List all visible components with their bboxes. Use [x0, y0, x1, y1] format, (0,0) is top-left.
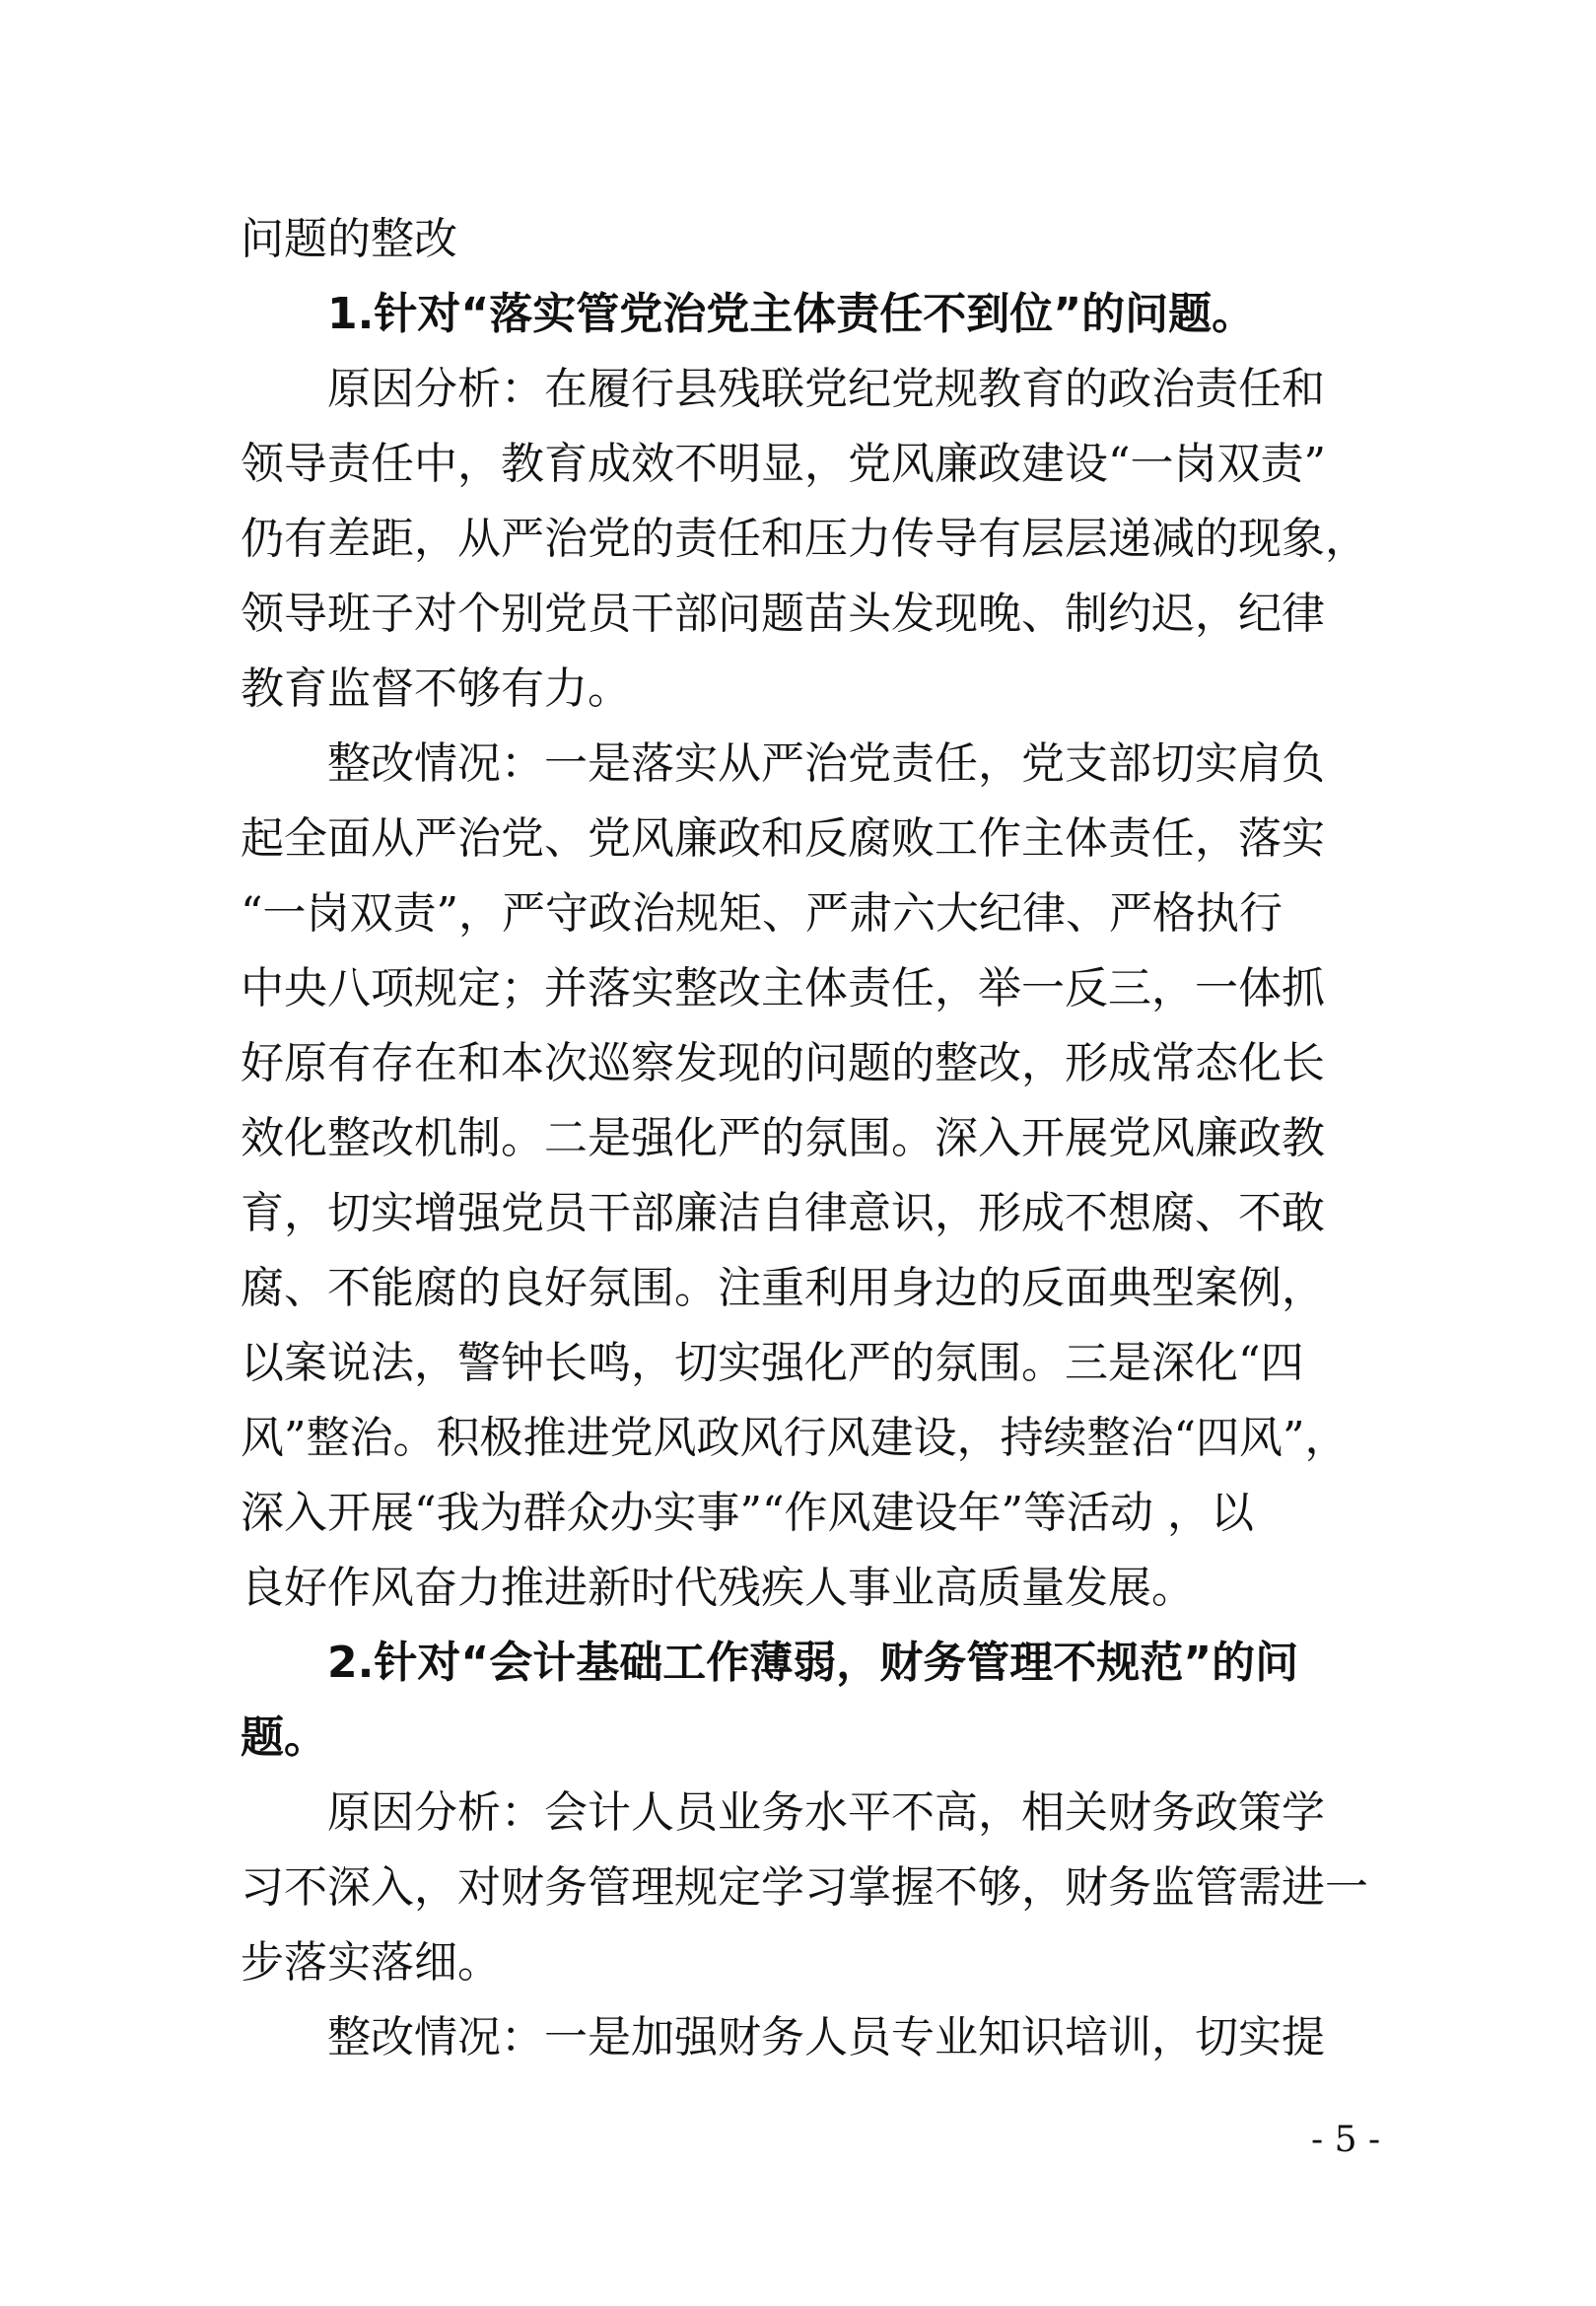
text-line: 风”整治。积极推进党风政风行风建设，持续整治“四风”， [241, 1413, 1349, 1463]
text-line: 好原有存在和本次巡察发现的问题的整改，形成常态化长 [241, 1038, 1325, 1088]
page-number: - 5 - [1311, 2120, 1381, 2160]
text-line: 领导班子对个别党员干部问题苗头发现晚、制约迟，纪律 [241, 589, 1325, 639]
text-line: 步落实落细。 [241, 1937, 501, 1988]
text-line: 问题的整改 [241, 214, 457, 264]
text-line: 原因分析：在履行县残联党纪党规教育的政治责任和 [327, 364, 1325, 414]
document-body [241, 202, 1384, 2075]
text-line: 习不深入，对财务管理规定学习掌握不够，财务监管需进一 [241, 1862, 1368, 1913]
text-line: 深入开展“我为群众办实事”“作风建设年”等活动 ，以 [241, 1488, 1254, 1538]
text-line: 整改情况：一是落实从严治党责任，党支部切实肩负 [327, 738, 1325, 789]
text-line: 以案说法，警钟长鸣，切实强化严的氛围。三是深化“四 [241, 1338, 1304, 1388]
text-line: 效化整改机制。二是强化严的氛围。深入开展党风廉政教 [241, 1113, 1325, 1163]
section-heading-2-continued: 题。 [241, 1712, 327, 1763]
text-line: 育，切实增强党员干部廉洁自律意识，形成不想腐、不敢 [241, 1188, 1325, 1238]
text-line: 教育监督不够有力。 [241, 664, 631, 714]
text-line: 仍有差距，从严治党的责任和压力传导有层层递减的现象， [241, 514, 1368, 564]
section-heading-1: 1.针对“落实管党治党主体责任不到位”的问题。 [327, 289, 1256, 339]
text-line: 腐、不能腐的良好氛围。注重利用身边的反面典型案例， [241, 1263, 1325, 1313]
text-line: 原因分析：会计人员业务水平不高，相关财务政策学 [327, 1787, 1325, 1838]
text-line: 良好作风奋力推进新时代残疾人事业高质量发展。 [241, 1563, 1195, 1613]
text-line: 中央八项规定；并落实整改主体责任，举一反三，一体抓 [241, 963, 1325, 1013]
text-line: 整改情况：一是加强财务人员专业知识培训，切实提 [327, 2012, 1325, 2062]
text-line: “一岗双责”，严守政治规矩、严肃六大纪律、严格执行 [241, 888, 1283, 939]
text-line: 领导责任中，教育成效不明显，党风廉政建设“一岗双责” [241, 439, 1326, 489]
section-heading-2: 2.针对“会计基础工作薄弱，财务管理不规范”的问 [327, 1638, 1299, 1688]
text-line: 起全面从严治党、党风廉政和反腐败工作主体责任，落实 [241, 813, 1325, 864]
